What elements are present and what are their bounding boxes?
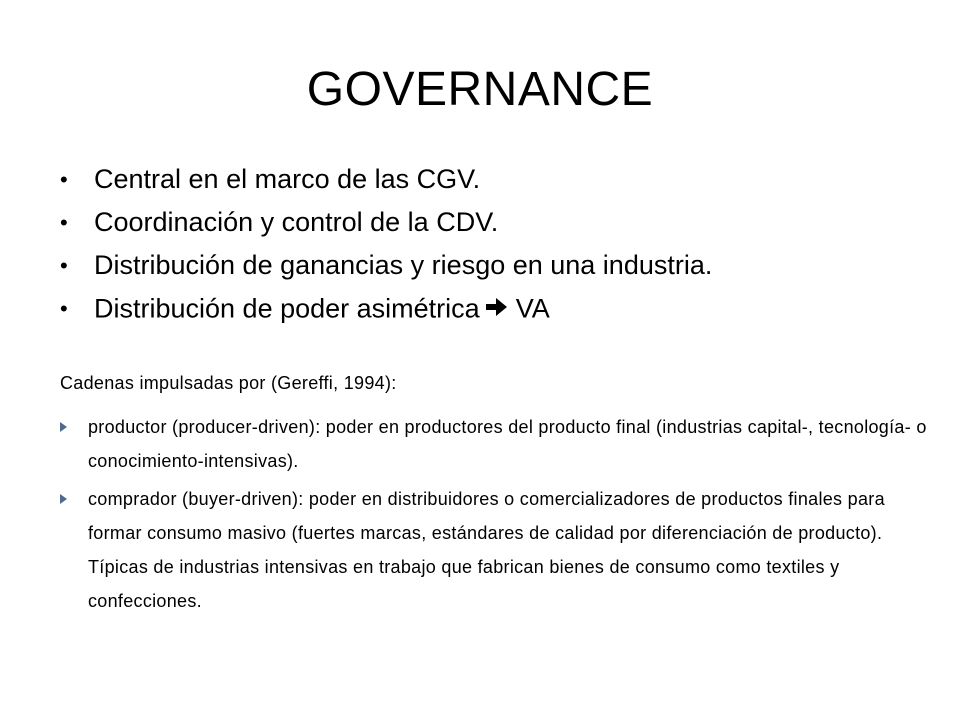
bullet-dot-icon: • [60, 296, 68, 321]
bullet-item [60, 287, 920, 334]
bullet-dot-icon: • [60, 253, 68, 278]
bullet-dot-icon: • [60, 167, 68, 192]
sub-bullet-list [60, 410, 930, 622]
bullet-text: Central en el marco de las CGV. [94, 164, 481, 194]
bullet-dot-icon: • [60, 210, 68, 235]
sub-bullet-item [60, 410, 930, 478]
sub-bullet-text: comprador (buyer-driven): poder en distribuidores o comercializadores de productos finales para formar consumo masivo (fuertes marcas, estándares de calidad por diferenciación de producto). Típicas de industrias intensivas en trabajo que fabrican bienes de consumo como textiles y confecciones. [88, 489, 885, 611]
sub-bullet-text: productor (producer-driven): poder en productores del producto final (industrias capital-, tecnología- o conocimiento-intensivas). [88, 417, 927, 471]
intro-text: Cadenas impulsadas por (Gereffi, 1994): [60, 373, 397, 393]
sub-bullet-item [60, 482, 930, 618]
arrow-right-icon [486, 287, 508, 330]
bullet-item [60, 244, 920, 287]
main-bullet-list [60, 158, 920, 334]
bullet-text: Distribución de poder asimétrica [94, 293, 480, 324]
bullet-item [60, 158, 920, 201]
bullet-item [60, 201, 920, 244]
triangle-bullet-icon [60, 422, 67, 432]
bullet-text: Coordinación y control de la CDV. [94, 207, 499, 237]
bullet-text: Distribución de ganancias y riesgo en una industria. [94, 250, 713, 280]
slide-title: GOVERNANCE [306, 63, 654, 116]
triangle-bullet-icon [60, 494, 67, 504]
bullet-arrow-target: VA [515, 293, 550, 324]
